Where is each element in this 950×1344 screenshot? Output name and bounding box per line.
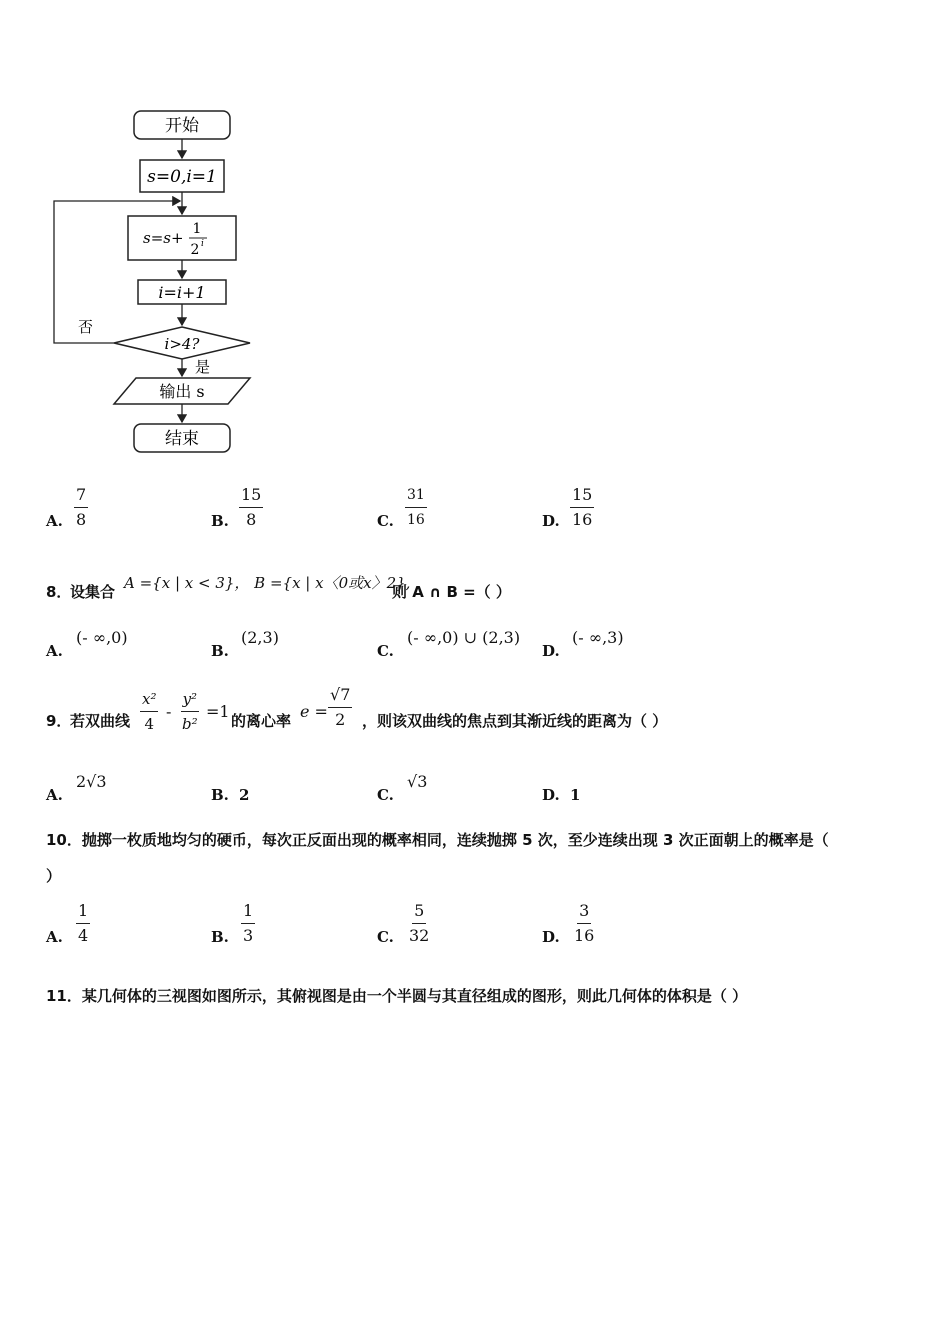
- q8-set-expr: A ={x | x < 3}， B ={x | x〈0或x〉2},: [124, 574, 411, 592]
- flow-yes-label: 是: [195, 358, 211, 376]
- flow-loop-line: [54, 201, 180, 343]
- q7-option-d-fraction: $\frac{15}{16}$: [572, 485, 593, 529]
- q10-stem-line1: 10．抛掷一枚质地均匀的硬币，每次正反面出现的概率相同，连续抛掷 5 次，至少连续出现 3 次正面朝上的概率是（: [46, 831, 829, 849]
- q11-stem: 11．某几何体的三视图如图所示，其俯视图是由一个半圆与其直径组成的图形，则此几何体的体积是（ ）: [46, 987, 748, 1005]
- flow-update-prefix: s=s+: [143, 229, 184, 247]
- q10-stem-line2: ）: [46, 867, 62, 885]
- q9-frac-e: $\frac{√7}{2}$: [330, 685, 351, 729]
- flow-start-text: 开始: [165, 116, 199, 136]
- flow-end-text: 结束: [165, 429, 199, 449]
- flow-update-den: 2: [190, 242, 200, 258]
- flow-increment-text: i=i+1: [158, 283, 206, 302]
- flow-init-text: s=0,i=1: [147, 167, 217, 187]
- flow-decision-text: i>4?: [164, 335, 200, 353]
- flow-no-label: 否: [78, 318, 94, 336]
- q7-option-a-fraction: $\frac{7}{8}$: [76, 485, 87, 529]
- q9-frac-y: $\frac{\text{y²}}{\text{b²}}$: [182, 690, 198, 733]
- flow-update-exp: i: [201, 239, 204, 249]
- q10-option-a-fraction: $\frac{1}{4}$: [78, 901, 89, 945]
- q10-option-d-fraction: $\frac{3}{16}$: [574, 901, 595, 945]
- q10-option-b-fraction: $\frac{1}{3}$: [243, 901, 254, 945]
- q9-frac-x: $\frac{\text{x²}}{4}$: [142, 690, 157, 733]
- flowchart: [0, 0, 300, 470]
- q10-option-c-fraction: $\frac{5}{32}$: [409, 901, 430, 945]
- q7-option-c-fraction: $\frac{31}{16}$: [407, 487, 425, 528]
- q7-option-b-fraction: $\frac{15}{8}$: [241, 485, 262, 529]
- q8-stem: 8． 设集合 A ={x | x < 3}， B ={x | x〈0或x〉2}, 则 A ∩ B =（ ）: [46, 574, 511, 601]
- q9-stem: 9． 若双曲线 $\frac{\text{x²}}{4}$ - $\frac{\text{y²}}{\text{b²}}$ =1 的离心率 e = $\frac{√7}{2}$ ，则该双曲线的焦点到其渐近线的距离为（ ）: [46, 685, 668, 733]
- flow-update-num: 1: [192, 221, 202, 237]
- q8-question: 则 A ∩ B =（ ）: [392, 583, 511, 601]
- flow-output-text: 输出 s: [159, 382, 205, 401]
